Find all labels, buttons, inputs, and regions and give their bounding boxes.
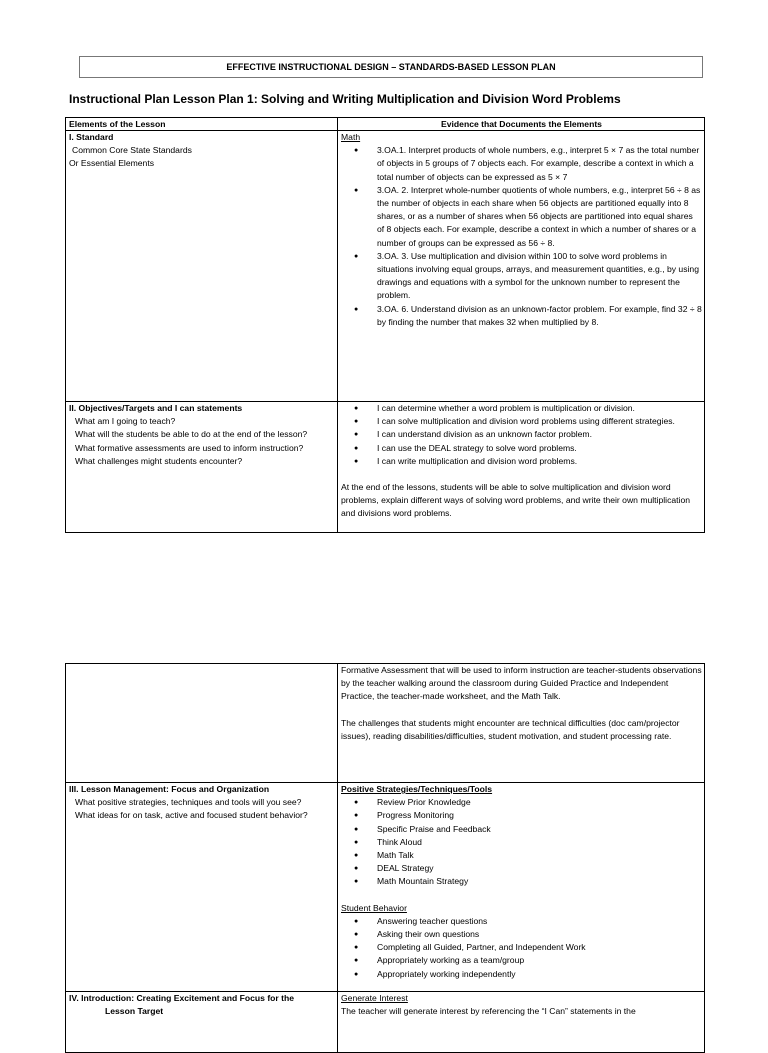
management-row <box>66 783 705 992</box>
interest-heading: Generate Interest <box>341 993 408 1003</box>
strategies-list <box>341 796 702 888</box>
strategies-heading: Positive Strategies/Techniques/Tools <box>341 784 493 794</box>
col-elements-header: Elements of the Lesson <box>66 118 338 131</box>
list-item: ● 3.OA. 6. Understand division as an unknown-factor problem. For example, find 32 ÷ 8 by finding the number that makes 32 when multiplied by 8. <box>377 303 702 329</box>
list-item: ● Appropriately working as a team/group <box>377 954 702 967</box>
objectives-question: What formative assessments are used to inform instruction? <box>75 442 304 453</box>
standard-heading: I. Standard <box>69 132 114 142</box>
objectives-heading: II. Objectives/Targets and I can statements <box>69 403 243 413</box>
list-item: ● I can use the DEAL strategy to solve word problems. <box>377 442 702 455</box>
list-item: ● DEAL Strategy <box>377 862 702 875</box>
objectives-question: What will the students be able to do at the end of the lesson? <box>75 429 308 440</box>
standard-subject: Math <box>341 132 361 142</box>
list-item: ● 3.OA.1. Interpret products of whole numbers, e.g., interpret 5 × 7 as the total number of objects in 5 groups of 7 objects each. For example, describe a context in which a total number of objects can be expressed as 5 × 7 <box>377 144 702 184</box>
challenges-text: The challenges that students might encounter are technical difficulties (doc cam/projector issues), reading disabilities/difficulties, student motivation, and student processing rate. <box>341 717 680 741</box>
list-item: ● Review Prior Knowledge <box>377 796 702 809</box>
standard-line2: Or Essential Elements <box>69 158 155 169</box>
management-heading: III. Lesson Management: Focus and Organization <box>69 784 270 794</box>
introduction-subheading: Lesson Target <box>105 1006 164 1017</box>
objectives-summary: At the end of the lessons, students will be able to solve multiplication and division word problems, explain different ways of solving word problems, and write their own multiplication and divisions word problems. <box>341 482 691 519</box>
list-item: ● Asking their own questions <box>377 928 702 941</box>
management-question: What positive strategies, techniques and tools will you see? <box>75 797 302 808</box>
list-item: ● I can determine whether a word problem is multiplication or division. <box>377 402 702 415</box>
list-item: ● I can solve multiplication and division word problems using different strategies. <box>377 415 702 428</box>
management-question: What ideas for on task, active and focused student behavior? <box>75 810 308 821</box>
introduction-heading: IV. Introduction: Creating Excitement and Focus for the <box>69 993 295 1003</box>
objectives-row <box>66 402 705 533</box>
interest-text: The teacher will generate interest by referencing the “I Can” statements in the <box>341 1006 636 1017</box>
list-item: ● Specific Praise and Feedback <box>377 823 702 836</box>
col-evidence-header: Evidence that Documents the Elements <box>338 118 705 131</box>
objectives-continued-row <box>66 664 705 783</box>
list-item: ● Math Talk <box>377 849 702 862</box>
list-item: ● Appropriately working independently <box>377 968 702 981</box>
lesson-plan-table <box>65 117 705 533</box>
behavior-heading: Student Behavior <box>341 902 407 913</box>
introduction-row <box>66 992 705 1053</box>
table-header-row <box>66 118 705 131</box>
lesson-plan-table-continued <box>65 663 705 1053</box>
standard-list <box>341 144 702 329</box>
behavior-list <box>341 915 702 981</box>
list-item: ● I can understand division as an unknown factor problem. <box>377 428 702 441</box>
list-item: ● Math Mountain Strategy <box>377 875 702 888</box>
list-item: ● I can write multiplication and division word problems. <box>377 455 702 468</box>
list-item: ● Think Aloud <box>377 836 702 849</box>
list-item: ● Completing all Guided, Partner, and Independent Work <box>377 941 702 954</box>
list-item: ● Progress Monitoring <box>377 809 702 822</box>
plan-title: Instructional Plan Lesson Plan 1: Solving and Writing Multiplication and Division Word Problems <box>69 92 621 106</box>
standard-line1: Common Core State Standards <box>72 145 192 156</box>
formative-assessment-text: Formative Assessment that will be used to inform instruction are teacher-students observations by the teacher walking around the classroom during Guided Practice and Independent Practice, the teacher-made worksheet, and the Math Talk. <box>341 665 702 702</box>
objectives-question: What challenges might students encounter? <box>75 455 243 466</box>
objectives-question: What am I going to teach? <box>75 416 176 427</box>
i-can-list <box>341 402 702 468</box>
standard-row <box>66 131 705 402</box>
list-item: ● Answering teacher questions <box>377 915 702 928</box>
document-header: EFFECTIVE INSTRUCTIONAL DESIGN – STANDARDS-BASED LESSON PLAN <box>79 56 703 78</box>
list-item: ● 3.OA. 2. Interpret whole-number quotients of whole numbers, e.g., interpret 56 ÷ 8 as the number of objects in each share when 56 objects are partitioned equally into 8 shares, or as a number of shares when 56 objects are partitioned into equal shares of 8 objects each. For example, describe a context in which a number of shares or a number of groups can be expressed as 56 ÷ 8. <box>377 184 702 250</box>
list-item: ● 3.OA. 3. Use multiplication and division within 100 to solve word problems in situations involving equal groups, arrays, and measurement quantities, e.g., by using drawings and equations with a symbol for the unknown number to represent the problem. <box>377 250 702 303</box>
